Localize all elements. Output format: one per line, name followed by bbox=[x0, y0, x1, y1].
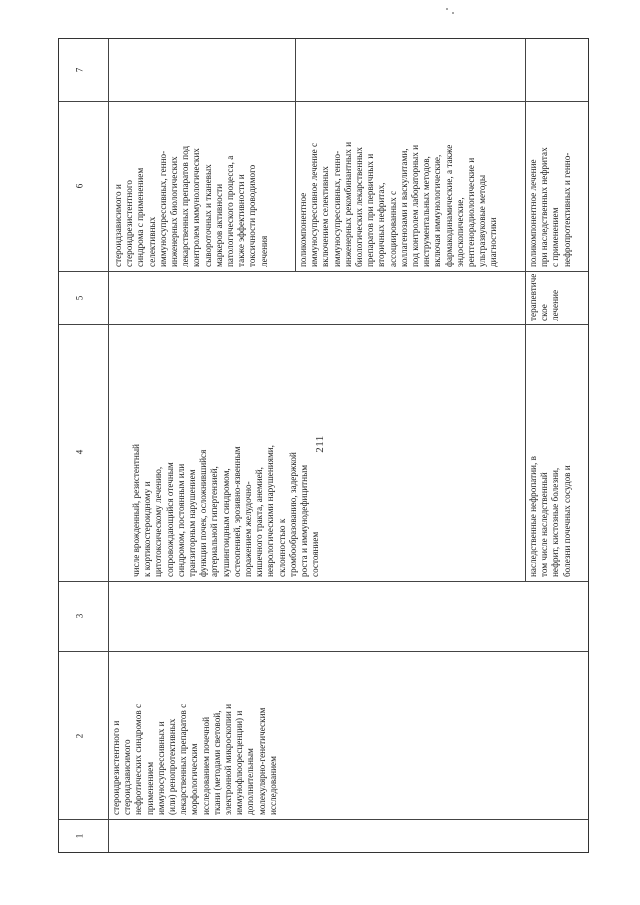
row-divider-col6 bbox=[295, 39, 296, 271]
cell-line: фармакодинамические, а также bbox=[443, 144, 454, 267]
cell-line: вторичных нефритах, bbox=[376, 182, 387, 267]
column-number-6: 6 bbox=[74, 183, 85, 189]
cell-line: стероидзависимого и bbox=[113, 184, 123, 267]
cell-line: поражением желудочно- bbox=[243, 481, 254, 577]
cell-line: токсичности проводимого bbox=[247, 164, 258, 267]
cell-line: ткани (методами световой, bbox=[211, 710, 222, 815]
cell-line: иммуносупрессивное лечение с bbox=[309, 142, 320, 267]
header-row-divider bbox=[108, 39, 109, 852]
cell-line: коллагенозами и васкулитами, bbox=[398, 148, 409, 267]
cell-line: под контролем лабораторных и bbox=[410, 144, 421, 267]
column-number-7: 7 bbox=[74, 67, 85, 73]
cell-line: препаратов при первичных и bbox=[365, 153, 376, 267]
cell-line: иммуносупрессивных, генно- bbox=[157, 150, 168, 267]
row-divider bbox=[525, 39, 526, 581]
cell-line: диагностики bbox=[488, 217, 499, 267]
cell-line: лекарственных препаратов с bbox=[178, 703, 189, 815]
cell-line: к кортикостероидному и bbox=[142, 481, 153, 577]
cell-line: лекарственных препаратов под bbox=[180, 145, 191, 267]
cell-line: нефрит, кистозные болезни, bbox=[550, 467, 561, 577]
cell-line: иммуносупрессивных и bbox=[155, 721, 166, 815]
cell-col6-row1a bbox=[113, 103, 270, 267]
cell-col4-row2 bbox=[528, 327, 573, 577]
cell-line: иммунофлюоресценции) и bbox=[234, 710, 245, 815]
cell-line: синдрома с применением bbox=[135, 167, 146, 267]
cell-line: маркеров активности bbox=[213, 184, 224, 267]
cell-line: инженерных рекомбинантных и bbox=[342, 141, 353, 267]
cell-line: терапевтическое bbox=[528, 273, 550, 321]
column-divider-7-6 bbox=[59, 101, 588, 102]
cell-line: нефропротективных и генно- bbox=[561, 152, 572, 267]
cell-line: стероидрезистентного bbox=[124, 179, 135, 267]
cell-line: применением bbox=[144, 761, 155, 815]
cell-line: (или) ренопротективных bbox=[167, 718, 178, 815]
cell-col4-row1 bbox=[131, 327, 321, 577]
cell-line: сопровождающийся отечным bbox=[164, 462, 175, 577]
column-divider-3-2 bbox=[59, 651, 588, 652]
cell-line: синдромом, постоянным или bbox=[175, 463, 186, 577]
cell-line: стероидзависимого bbox=[122, 739, 133, 815]
column-divider-6-5 bbox=[59, 271, 588, 272]
cell-line: биологических лекарственных bbox=[354, 147, 365, 267]
cell-line: также эффективности и bbox=[236, 174, 247, 267]
cell-line: инструментальных методов, bbox=[421, 156, 432, 267]
cell-col5-row2 bbox=[528, 271, 562, 321]
cell-line: цитотоксическому лечению, bbox=[153, 466, 164, 577]
column-divider-2-1 bbox=[59, 819, 588, 820]
cell-line: артериальной гипертензией, bbox=[209, 466, 220, 577]
cell-line: патологического процесса, а bbox=[225, 155, 236, 267]
cell-line: рентгенорадиологические и bbox=[466, 157, 477, 267]
cell-line: тромбообразованию, задержкой bbox=[287, 452, 298, 577]
cell-line: включая иммунологические, bbox=[432, 154, 443, 267]
cell-line: роста и иммунодефицитным bbox=[299, 464, 310, 577]
column-number-3: 3 bbox=[74, 613, 85, 619]
column-number-1: 1 bbox=[74, 833, 85, 839]
cell-line: остеопенией, эрозивно-язвенным bbox=[231, 446, 242, 577]
column-number-2: 2 bbox=[74, 733, 85, 739]
cell-line: дополнительным bbox=[245, 748, 256, 815]
cell-line: ассоциированных с bbox=[387, 190, 398, 267]
cell-line: кушингоидным синдромом, bbox=[220, 468, 231, 577]
cell-line: исследованием почечной bbox=[200, 717, 211, 815]
cell-line: кишечного тракта, анемией, bbox=[254, 467, 265, 577]
data-table bbox=[58, 38, 589, 853]
cell-line: функции почек, осложнившийся bbox=[198, 449, 209, 577]
column-divider-5-4 bbox=[59, 324, 588, 325]
column-number-4: 4 bbox=[74, 449, 85, 455]
cell-line: склонностью к bbox=[276, 518, 287, 577]
cell-line: при наследственных нефритах bbox=[539, 147, 550, 267]
cell-line: наследственные нефропатии, в bbox=[528, 456, 538, 577]
cell-line: поликомпонентное лечение bbox=[528, 159, 538, 267]
cell-line: лечения bbox=[258, 235, 269, 267]
cell-col6-row1b bbox=[298, 103, 500, 267]
cell-line: числе врожденный, резистентный bbox=[131, 444, 141, 577]
scan-speck bbox=[452, 12, 454, 14]
cell-line: включением селективных bbox=[320, 166, 331, 267]
cell-line: контролем иммунологических bbox=[191, 148, 202, 267]
cell-line: эндоскопические, bbox=[454, 197, 465, 267]
cell-line: молекулярно-генетическим bbox=[256, 707, 267, 815]
cell-line: с применением bbox=[550, 207, 561, 267]
cell-line: инженерных биологических bbox=[169, 156, 180, 267]
cell-line: поликомпонентное bbox=[298, 192, 308, 267]
page-number: 211 bbox=[313, 435, 326, 453]
cell-line: болезни почечных сосудов и bbox=[561, 465, 572, 577]
cell-line: неврологическими нарушениями, bbox=[265, 445, 276, 577]
cell-col6-row2 bbox=[528, 103, 573, 267]
cell-line: сывороточных и тканевых bbox=[202, 164, 213, 267]
cell-line: исследованием bbox=[267, 756, 278, 815]
cell-line: лечение bbox=[550, 289, 561, 321]
cell-line: стероидрезистентного и bbox=[111, 720, 121, 815]
cell-line: ультразвуковые методы bbox=[477, 174, 488, 267]
cell-line: транзиторным нарушением bbox=[187, 469, 198, 577]
cell-line: селективных bbox=[146, 216, 157, 267]
cell-col2-row1 bbox=[111, 655, 279, 815]
scan-speck bbox=[446, 8, 448, 10]
cell-line: электронной микроскопии и bbox=[223, 704, 234, 815]
cell-line: том числе наследственный bbox=[539, 472, 550, 577]
column-divider-4-3 bbox=[59, 581, 588, 582]
cell-line: нефротических синдромов с bbox=[133, 703, 144, 815]
cell-line: состоянием bbox=[310, 531, 321, 577]
column-number-5: 5 bbox=[74, 295, 85, 301]
cell-line: иммуносупрессивных, генно- bbox=[331, 150, 342, 267]
cell-line: морфологическим bbox=[189, 743, 200, 815]
